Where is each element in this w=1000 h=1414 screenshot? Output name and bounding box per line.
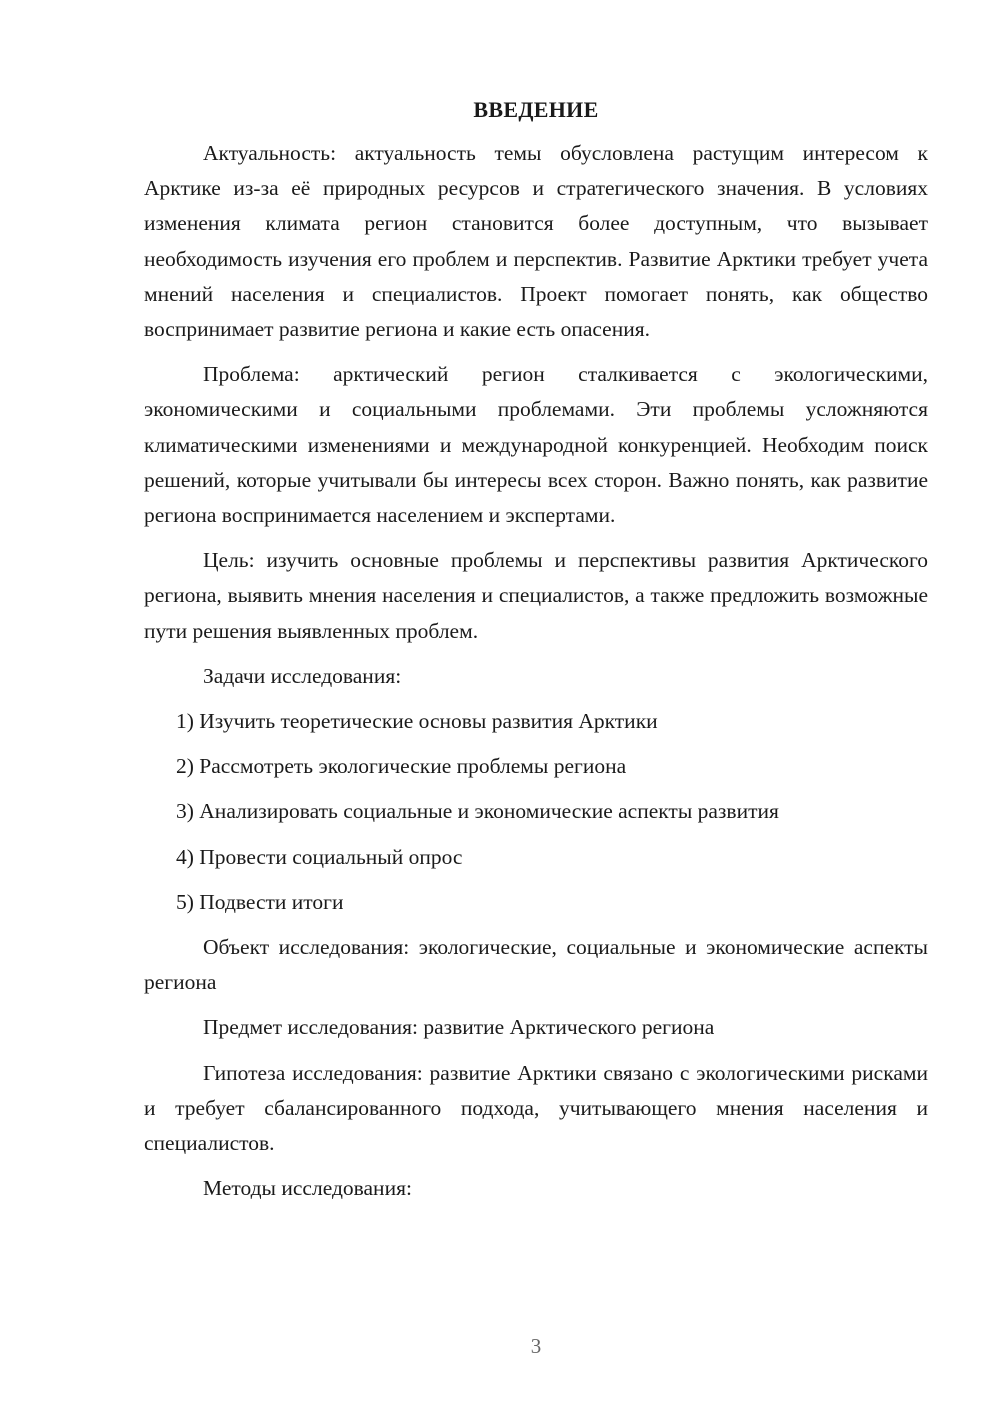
page-title: ВВЕДЕНИЕ	[473, 97, 599, 122]
list-item: 1) Изучить теоретические основы развития Арктики	[176, 709, 658, 734]
list-item: 5) Подвести итоги	[176, 889, 344, 914]
list-item: 2) Рассмотреть экологические проблемы региона	[176, 754, 627, 779]
goal-paragraph: Цель: изучить основные проблемы и перспективы развития Арктического региона, выявить мнения населения и специалистов, а также предложить возможные пути решения выявленных проблем.	[144, 548, 928, 643]
document-page	[144, 94, 928, 1216]
page-number: 3	[530, 1334, 542, 1358]
problem-paragraph: Проблема: арктический регион сталкивается с экологическими, экономическими и социальными проблемами. Эти проблемы усложняются климатическими изменениями и международной конкуренцией. Необходим поиск решений, которые учитывали бы интересы всех сторон. Важно понять, как развитие региона воспринимается населением и экспертами.	[144, 362, 928, 528]
object-paragraph: Объект исследования: экологические, социальные и экономические аспекты региона	[144, 935, 928, 995]
subject-paragraph: Предмет исследования: развитие Арктического региона	[203, 1015, 715, 1040]
tasks-heading: Задачи исследования:	[203, 663, 402, 688]
methods-paragraph: Методы исследования:	[203, 1176, 412, 1201]
tasks-list	[144, 704, 928, 920]
relevance-paragraph: Актуальность: актуальность темы обусловлена растущим интересом к Арктике из-за её природных ресурсов и стратегического значения. В условиях изменения климата регион становится более доступным, что вызывает необходимость изучения его проблем и перспектив. Развитие Арктики требует учета мнений населения и специалистов. Проект помогает понять, как общество воспринимает развитие региона и какие есть опасения.	[144, 141, 928, 342]
list-item: 3) Анализировать социальные и экономические аспекты развития	[176, 799, 779, 824]
list-item: 4) Провести социальный опрос	[176, 844, 463, 869]
hypothesis-paragraph: Гипотеза исследования: развитие Арктики связано с экологическими рисками и требует сбалансированного подхода, учитывающего мнения населения и специалистов.	[144, 1060, 928, 1156]
